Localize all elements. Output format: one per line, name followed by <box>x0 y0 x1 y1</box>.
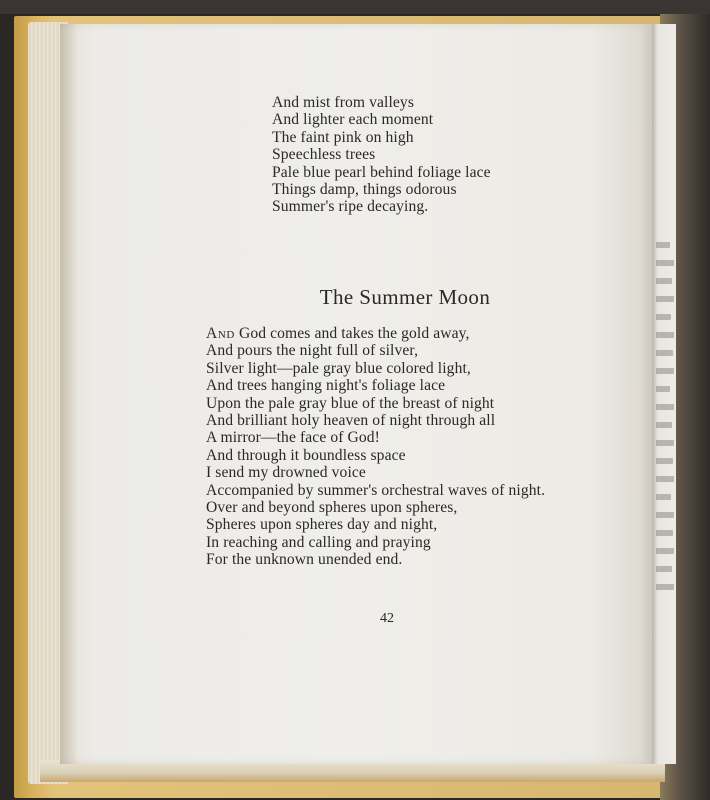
page-number: 42 <box>380 611 394 626</box>
stanza-line: Speechless trees <box>272 146 376 164</box>
poem-body <box>206 325 545 569</box>
poem-line: And through it boundless space <box>206 446 406 464</box>
stanza-line: Things damp, things odorous <box>272 181 457 199</box>
poem-line: And pours the night full of silver, <box>206 342 419 360</box>
poem-line: Spheres upon spheres day and night, <box>206 516 438 534</box>
poem-line: And brilliant holy heaven of night through all <box>206 412 496 430</box>
poem-first-line-rest: God comes and takes the gold away, <box>234 325 470 342</box>
poem-line: For the unknown unended end. <box>206 551 403 569</box>
poem-first-word: And <box>206 325 235 342</box>
stanza-line: Pale blue pearl behind foliage lace <box>272 163 491 181</box>
scan-background <box>0 0 710 14</box>
poem-line: And trees hanging night's foliage lace <box>206 377 446 395</box>
poem-line: Over and beyond spheres upon spheres, <box>206 499 458 517</box>
stanza-line: The faint pink on high <box>272 128 414 146</box>
poem-line: Upon the pale gray blue of the breast of night <box>206 394 495 412</box>
poem-line: I send my drowned voice <box>206 464 366 482</box>
poem-title <box>0 285 710 310</box>
poem-line: A mirror—the face of God! <box>206 429 380 447</box>
poem-title-text: The Summer Moon <box>319 285 491 309</box>
stanza-line: And mist from valleys <box>272 94 414 111</box>
top-stanza <box>272 94 491 216</box>
facing-page-edge <box>652 24 676 764</box>
stanza-line: And lighter each moment <box>272 111 434 129</box>
poem-line: In reaching and calling and praying <box>206 533 431 551</box>
poem-line: Silver light—pale gray blue colored light, <box>206 359 471 377</box>
poem-line: Accompanied by summer's orchestral waves of night. <box>206 481 546 499</box>
poem-line <box>206 325 545 342</box>
stanza-line: Summer's ripe decaying. <box>272 198 429 216</box>
spine-shadow <box>60 24 78 764</box>
